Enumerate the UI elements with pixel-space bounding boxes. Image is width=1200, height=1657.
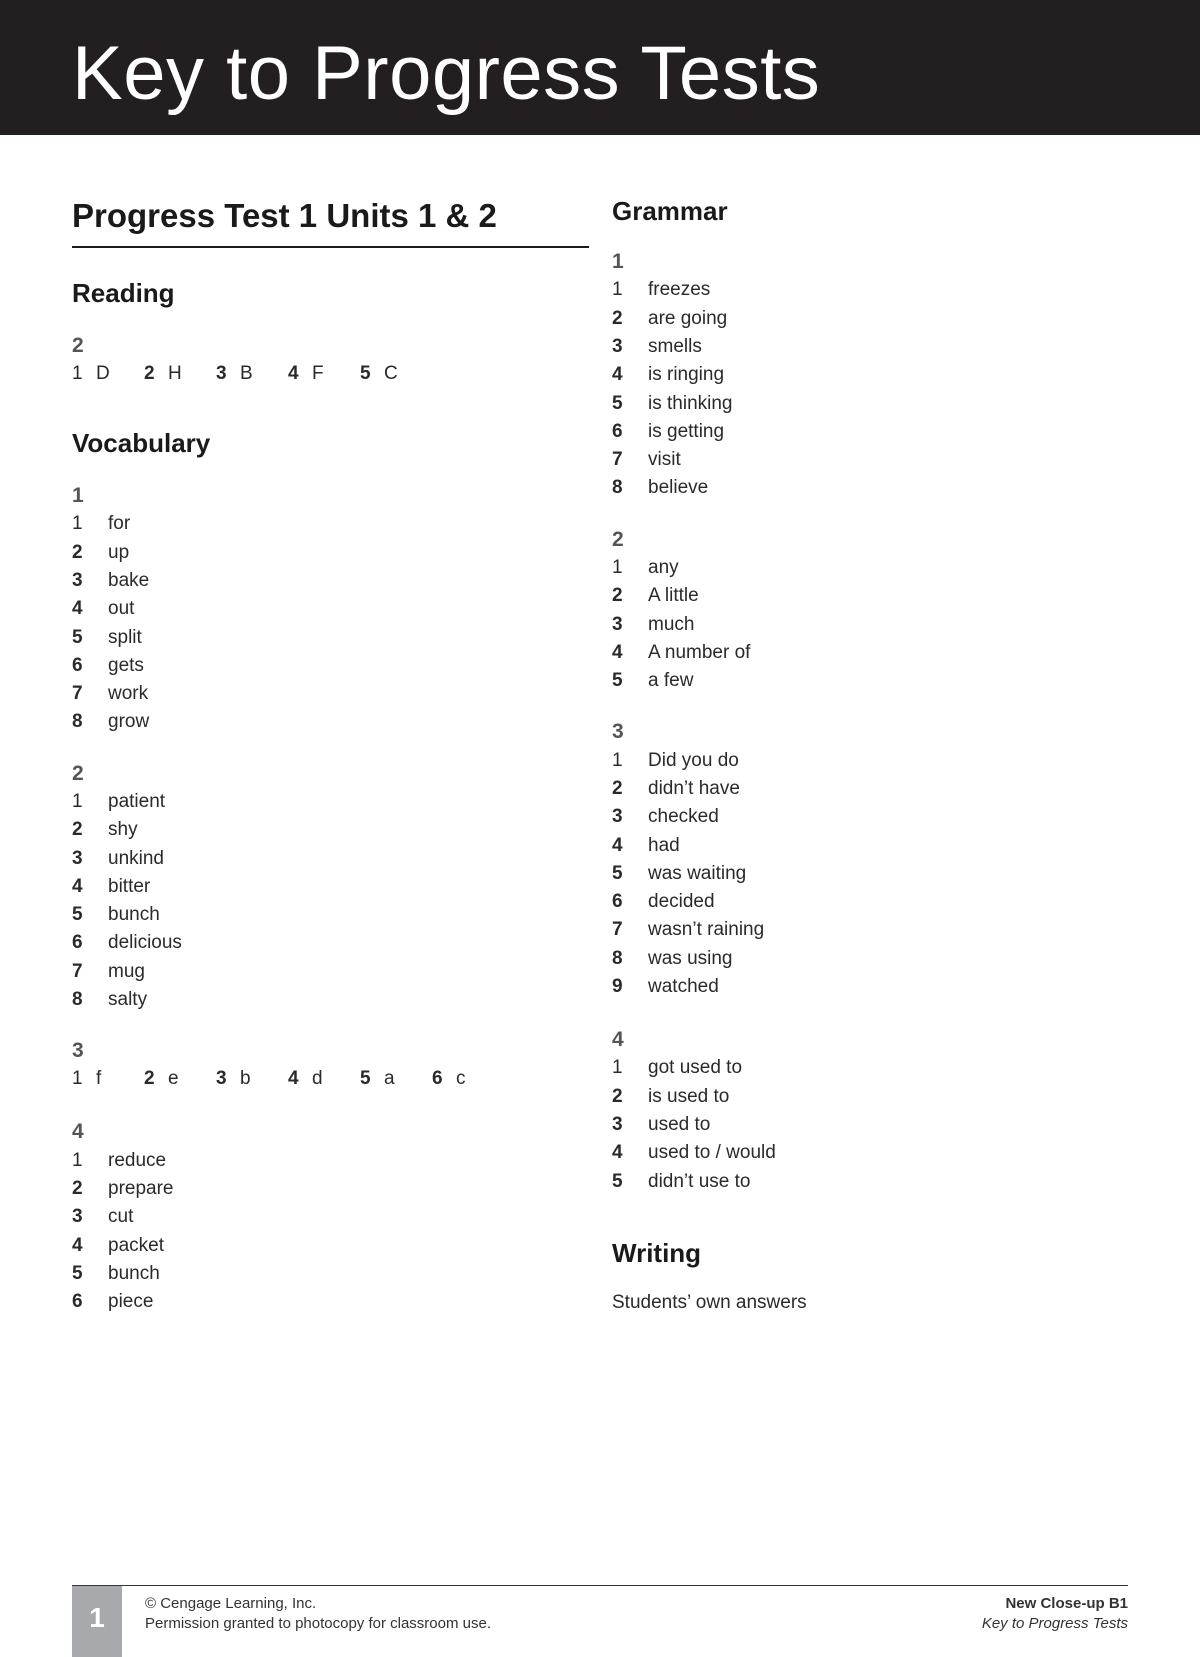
vocabulary-exercise-3-answers	[72, 1065, 589, 1093]
answer-item	[612, 945, 1152, 973]
answer-number: 6	[72, 654, 83, 676]
answer-text: packet	[108, 1234, 164, 1256]
answer-text: c	[456, 1068, 466, 1090]
answer-number: 4	[612, 641, 623, 663]
answer-text: was waiting	[648, 862, 747, 884]
answer-number: 8	[72, 988, 83, 1010]
grammar-exercise-4-number: 4	[612, 1028, 624, 1052]
answer-item	[612, 1111, 1152, 1139]
answer-number: 4	[288, 362, 299, 384]
answer-text: decided	[648, 891, 715, 913]
vocabulary-exercise-2-number: 2	[72, 761, 84, 785]
page-title: Key to Progress Tests	[72, 31, 821, 116]
answer-number: 2	[612, 777, 623, 799]
answer-number: 8	[72, 711, 83, 733]
answer-item	[72, 1260, 589, 1288]
answer-text: a few	[648, 670, 694, 692]
left-column	[72, 196, 589, 1316]
answer-number: 5	[612, 862, 623, 884]
answer-number: 4	[612, 364, 623, 386]
answer-number: 1	[72, 362, 83, 384]
answer-number: 5	[612, 392, 623, 414]
reading-title: Reading	[72, 277, 175, 308]
answer-item	[72, 901, 589, 929]
answer-text: bitter	[108, 875, 151, 897]
answer-text: didn’t have	[648, 777, 740, 799]
grammar-exercise-3-answers	[612, 747, 1152, 1002]
answer-text: is getting	[648, 420, 725, 442]
answer-text: out	[108, 598, 135, 620]
answer-text: H	[168, 362, 182, 384]
answer-text: wasn’t raining	[648, 919, 765, 941]
answer-item	[612, 474, 1152, 502]
footer-book-title: New Close-up B1	[1005, 1595, 1128, 1612]
answer-item	[612, 1139, 1152, 1167]
right-column	[612, 196, 1152, 1317]
answer-number: 2	[612, 1085, 623, 1107]
answer-item	[144, 1065, 216, 1093]
answer-text: used to / would	[648, 1142, 776, 1164]
answer-number: 6	[72, 932, 83, 954]
answer-text: any	[648, 556, 679, 578]
answer-text: salty	[108, 988, 148, 1010]
answer-text: A little	[648, 585, 699, 607]
answer-number: 1	[612, 1057, 623, 1079]
answer-number: 3	[216, 362, 227, 384]
answer-item	[612, 305, 1152, 333]
answer-text: freezes	[648, 279, 711, 301]
answer-item	[72, 958, 589, 986]
answer-number: 4	[72, 598, 83, 620]
answer-text: piece	[108, 1291, 154, 1313]
page-number-tab	[72, 1586, 122, 1657]
answer-text: visit	[648, 449, 681, 471]
answer-item	[612, 860, 1152, 888]
answer-number: 5	[612, 670, 623, 692]
answer-item	[72, 929, 589, 957]
answer-number: 8	[612, 947, 623, 969]
vocabulary-exercise-3-number: 3	[72, 1039, 84, 1063]
answer-text: A number of	[648, 641, 751, 663]
answer-number: 6	[432, 1068, 443, 1090]
grammar-exercise-1-answers	[612, 276, 1152, 502]
answer-item	[612, 361, 1152, 389]
answer-item	[72, 567, 589, 595]
writing-title: Writing	[612, 1237, 702, 1268]
answer-item	[612, 582, 1152, 610]
answer-item	[612, 775, 1152, 803]
answer-item	[612, 973, 1152, 1001]
reading-exercise-2-answers	[72, 360, 589, 388]
answer-text: Did you do	[648, 749, 739, 771]
answer-number: 5	[612, 1170, 623, 1192]
answer-number: 3	[612, 1114, 623, 1136]
footer-book-block	[982, 1594, 1128, 1634]
answer-item	[72, 360, 144, 388]
answer-number: 7	[72, 683, 83, 705]
reading-exercise-2-number: 2	[72, 333, 84, 357]
grammar-exercise-4-answers	[612, 1054, 1152, 1195]
header-banner	[0, 0, 1200, 135]
answer-number: 8	[612, 477, 623, 499]
answer-item	[612, 888, 1152, 916]
answer-item	[144, 360, 216, 388]
answer-number: 2	[612, 307, 623, 329]
answer-text: is used to	[648, 1085, 730, 1107]
answer-item	[72, 1232, 589, 1260]
answer-item	[72, 845, 589, 873]
answer-number: 5	[360, 362, 371, 384]
vocabulary-exercise-2-answers	[72, 788, 589, 1014]
answer-number: 2	[72, 541, 83, 563]
answer-item	[216, 360, 288, 388]
answer-text: used to	[648, 1114, 711, 1136]
answer-text: is thinking	[648, 392, 733, 414]
answer-text: grow	[108, 711, 150, 733]
answer-item	[72, 1203, 589, 1231]
answer-number: 1	[612, 749, 623, 771]
answer-number: 4	[72, 875, 83, 897]
answer-text: C	[384, 362, 398, 384]
answer-item	[72, 708, 589, 736]
answer-item	[72, 652, 589, 680]
answer-item	[432, 1065, 504, 1093]
answer-text: cut	[108, 1206, 134, 1228]
answer-item	[216, 1065, 288, 1093]
answer-item	[612, 418, 1152, 446]
answer-text: F	[312, 362, 324, 384]
answer-number: 4	[288, 1068, 299, 1090]
answer-item	[612, 611, 1152, 639]
answer-number: 4	[612, 1142, 623, 1164]
answer-number: 3	[612, 613, 623, 635]
footer-divider	[72, 1585, 1128, 1586]
answer-number: 5	[72, 904, 83, 926]
answer-number: 1	[72, 790, 83, 812]
answer-item	[612, 1054, 1152, 1082]
footer-permission: Permission granted to photocopy for classroom use.	[145, 1615, 492, 1632]
answer-number: 7	[72, 960, 83, 982]
answer-item	[612, 639, 1152, 667]
answer-number: 3	[72, 569, 83, 591]
footer-copyright-block	[145, 1594, 491, 1634]
answer-text: bake	[108, 569, 150, 591]
answer-item	[288, 360, 360, 388]
answer-text: didn’t use to	[648, 1170, 751, 1192]
answer-item	[72, 1065, 144, 1093]
answer-item	[72, 680, 589, 708]
answer-text: was using	[648, 947, 733, 969]
answer-text: reduce	[108, 1149, 167, 1171]
answer-item	[612, 276, 1152, 304]
answer-text: delicious	[108, 932, 182, 954]
answer-number: 2	[612, 585, 623, 607]
answer-item	[72, 510, 589, 538]
answer-text: B	[240, 362, 253, 384]
answer-item	[72, 539, 589, 567]
grammar-exercise-2-answers	[612, 554, 1152, 695]
answer-item	[72, 816, 589, 844]
answer-text: much	[648, 613, 695, 635]
answer-number: 1	[72, 1068, 83, 1090]
answer-item	[612, 446, 1152, 474]
answer-item	[72, 873, 589, 901]
answer-item	[612, 916, 1152, 944]
answer-item	[612, 667, 1152, 695]
answer-text: shy	[108, 819, 138, 841]
answer-text: bunch	[108, 904, 160, 926]
answer-number: 9	[612, 975, 623, 997]
answer-text: e	[168, 1068, 179, 1090]
answer-item	[612, 803, 1152, 831]
answer-number: 1	[612, 279, 623, 301]
vocabulary-exercise-4-number: 4	[72, 1120, 84, 1144]
answer-item	[288, 1065, 360, 1093]
answer-number: 2	[72, 1177, 83, 1199]
answer-number: 2	[72, 819, 83, 841]
answer-text: are going	[648, 307, 728, 329]
answer-text: believe	[648, 477, 709, 499]
answer-text: bunch	[108, 1262, 160, 1284]
footer-document-title: Key to Progress Tests	[981, 1615, 1128, 1632]
answer-text: is ringing	[648, 364, 725, 386]
answer-item	[612, 333, 1152, 361]
answer-number: 5	[72, 1262, 83, 1284]
answer-number: 4	[612, 834, 623, 856]
answer-number: 5	[72, 626, 83, 648]
answer-number: 7	[612, 449, 623, 471]
answer-item	[612, 1083, 1152, 1111]
vocabulary-title: Vocabulary	[72, 427, 211, 458]
answer-text: f	[96, 1068, 102, 1090]
test-title: Progress Test 1 Units 1 & 2	[72, 196, 589, 248]
answer-item	[72, 1288, 589, 1316]
answer-text: got used to	[648, 1057, 743, 1079]
answer-text: prepare	[108, 1177, 174, 1199]
answer-number: 7	[612, 919, 623, 941]
answer-number: 6	[612, 420, 623, 442]
answer-text: checked	[648, 806, 719, 828]
answer-number: 3	[216, 1068, 227, 1090]
answer-text: smells	[648, 335, 702, 357]
answer-number: 3	[612, 335, 623, 357]
answer-text: D	[96, 362, 110, 384]
answer-item	[72, 986, 589, 1014]
answer-text: a	[384, 1068, 395, 1090]
answer-text: watched	[648, 975, 719, 997]
grammar-exercise-2-number: 2	[612, 527, 624, 551]
answer-item	[72, 595, 589, 623]
answer-text: d	[312, 1068, 323, 1090]
vocabulary-exercise-1-answers	[72, 510, 589, 736]
answer-number: 1	[72, 1149, 83, 1171]
answer-text: mug	[108, 960, 145, 982]
answer-number: 6	[72, 1291, 83, 1313]
answer-item	[72, 624, 589, 652]
answer-item	[72, 1147, 589, 1175]
answer-text: patient	[108, 790, 166, 812]
answer-item	[72, 1175, 589, 1203]
answer-item	[360, 360, 432, 388]
answer-text: work	[108, 683, 149, 705]
answer-text: split	[108, 626, 142, 648]
answer-item	[612, 1168, 1152, 1196]
answer-number: 2	[144, 362, 155, 384]
answer-text: unkind	[108, 847, 164, 869]
answer-number: 2	[144, 1068, 155, 1090]
vocabulary-exercise-1-number: 1	[72, 484, 84, 508]
answer-text: gets	[108, 654, 144, 676]
vocabulary-exercise-4-answers	[72, 1147, 589, 1317]
answer-number: 6	[612, 891, 623, 913]
answer-item	[612, 832, 1152, 860]
answer-number: 3	[612, 806, 623, 828]
answer-item	[612, 390, 1152, 418]
answer-number: 3	[72, 1206, 83, 1228]
footer-copyright: © Cengage Learning, Inc.	[145, 1595, 317, 1612]
answer-text: b	[240, 1068, 251, 1090]
answer-item	[360, 1065, 432, 1093]
grammar-exercise-1-number: 1	[612, 250, 624, 274]
answer-number: 4	[72, 1234, 83, 1256]
answer-number: 1	[612, 556, 623, 578]
answer-number: 5	[360, 1068, 371, 1090]
answer-text: had	[648, 834, 680, 856]
answer-item	[72, 788, 589, 816]
answer-item	[612, 554, 1152, 582]
page-number: 1	[89, 1602, 105, 1633]
answer-text: for	[108, 513, 131, 535]
answer-text: up	[108, 541, 130, 563]
answer-item	[612, 747, 1152, 775]
answer-number: 3	[72, 847, 83, 869]
answer-number: 1	[72, 513, 83, 535]
grammar-title: Grammar	[612, 196, 728, 226]
writing-answer: Students’ own answers	[612, 1292, 807, 1314]
grammar-exercise-3-number: 3	[612, 720, 624, 744]
